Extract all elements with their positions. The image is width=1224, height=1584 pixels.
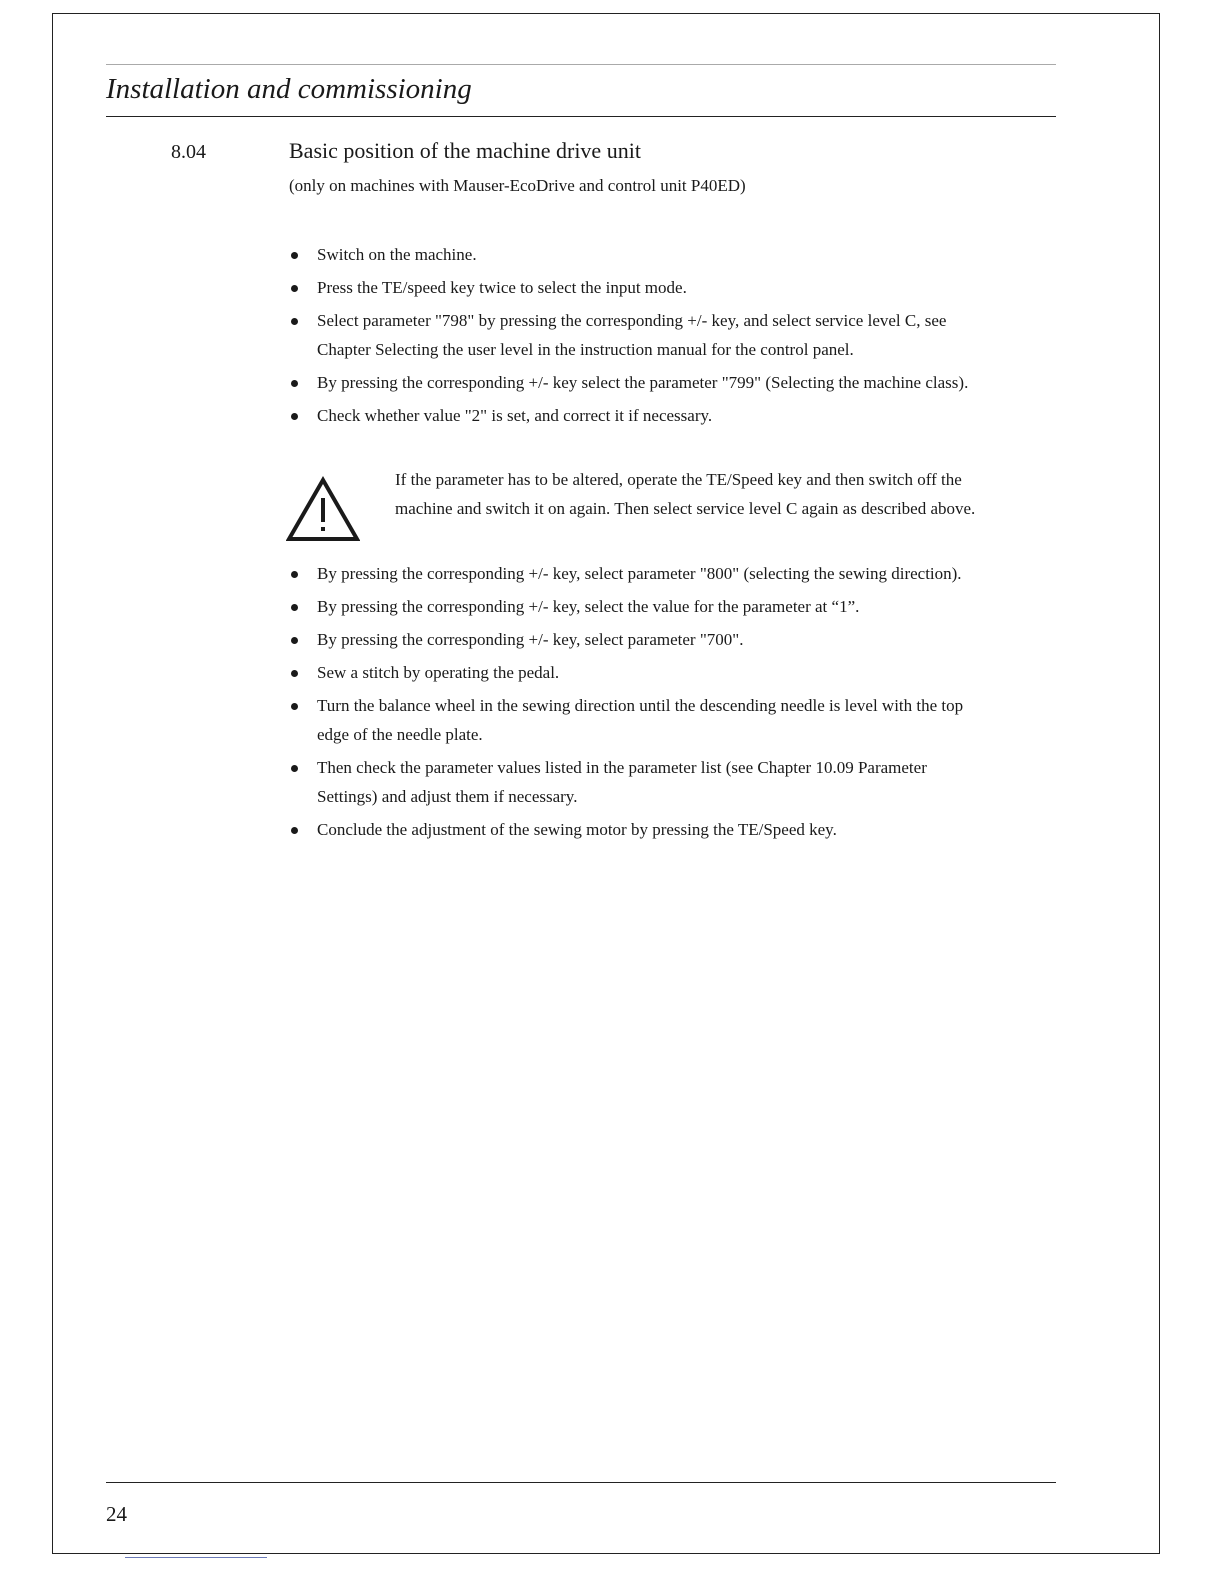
top-rule <box>106 64 1056 65</box>
list-item-text: Switch on the machine. <box>317 245 477 264</box>
footer-rule <box>106 1482 1056 1483</box>
bullet-icon <box>291 318 298 325</box>
bottom-edge-line <box>125 1557 267 1558</box>
list-item <box>289 625 989 654</box>
bullet-icon <box>291 827 298 834</box>
bullet-icon <box>291 703 298 710</box>
bullet-icon <box>291 604 298 611</box>
bullet-icon <box>291 571 298 578</box>
bullet-icon <box>291 765 298 772</box>
list-item <box>289 401 989 430</box>
page-header-title: Installation and commissioning <box>106 73 472 105</box>
bullet-icon <box>291 670 298 677</box>
list-item <box>289 306 989 364</box>
list-item-text: Press the TE/speed key twice to select the input mode. <box>317 278 687 297</box>
bullet-icon <box>291 252 298 259</box>
list-item <box>289 240 989 269</box>
page-number: 24 <box>106 1502 127 1526</box>
list-item-text: Select parameter "798" by pressing the corresponding +/- key, and select service level C, see Chapter Selecting the user level in the instruction manual for the control panel. <box>317 311 947 359</box>
list-item <box>289 273 989 302</box>
bullet-icon <box>291 637 298 644</box>
list-item <box>289 368 989 397</box>
steps-list-after-warning <box>289 559 989 848</box>
list-item <box>289 815 989 844</box>
bullet-icon <box>291 285 298 292</box>
bullet-icon <box>291 413 298 420</box>
list-item-text: By pressing the corresponding +/- key, select parameter "800" (selecting the sewing direction). <box>317 564 962 583</box>
list-item <box>289 559 989 588</box>
list-item-text: By pressing the corresponding +/- key select the parameter "799" (Selecting the machine class). <box>317 373 969 392</box>
list-item <box>289 691 989 749</box>
list-item <box>289 592 989 621</box>
list-item-text: Check whether value "2" is set, and correct it if necessary. <box>317 406 713 425</box>
list-item-text: Then check the parameter values listed in the parameter list (see Chapter 10.09 Parameter Settings) and adjust them if necessary. <box>317 758 927 806</box>
list-item-text: Sew a stitch by operating the pedal. <box>317 663 560 682</box>
list-item-text: Conclude the adjustment of the sewing motor by pressing the TE/Speed key. <box>317 820 837 839</box>
list-item <box>289 753 989 811</box>
list-item <box>289 658 989 687</box>
list-item-text: Turn the balance wheel in the sewing direction until the descending needle is level with the top edge of the needle plate. <box>317 696 964 744</box>
section-title: Basic position of the machine drive unit <box>289 138 641 163</box>
warning-text: If the parameter has to be altered, operate the TE/Speed key and then switch off the machine and switch it on again. Then select service level C again as described above. <box>395 470 976 518</box>
bullet-icon <box>291 380 298 387</box>
warning-triangle-icon <box>286 476 360 542</box>
header-rule <box>106 116 1056 117</box>
list-item-text: By pressing the corresponding +/- key, select the value for the parameter at “1”. <box>317 597 860 616</box>
steps-list-before-warning <box>289 240 989 434</box>
section-number: 8.04 <box>171 141 206 163</box>
section-subtitle: (only on machines with Mauser-EcoDrive and control unit P40ED) <box>289 176 746 195</box>
list-item-text: By pressing the corresponding +/- key, select parameter "700". <box>317 630 744 649</box>
